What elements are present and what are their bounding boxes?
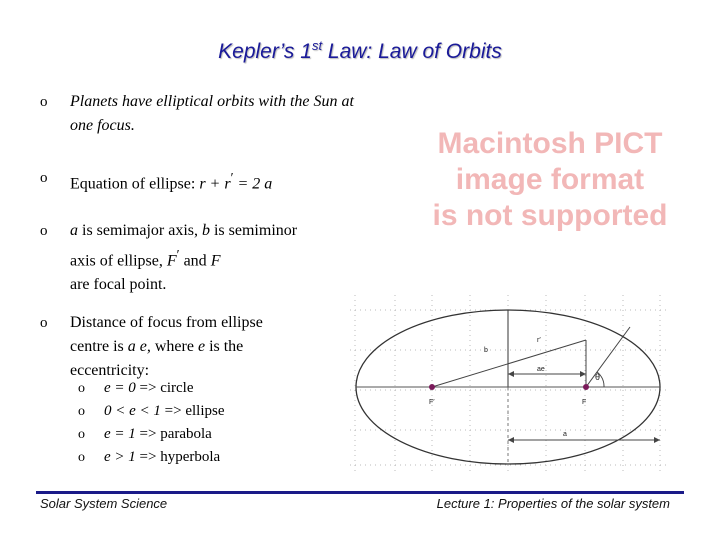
diagram-grid [350,295,670,475]
label-a: a [563,431,567,438]
label-theta: θ [595,372,601,382]
bullet-marker: o [40,94,48,110]
bullet-marker: o [40,223,48,239]
bullet-1-line-1: Planets have elliptical orbits with the Sun at [70,93,354,110]
label-r-prime: r′ [537,337,541,344]
label-f: F [582,399,587,406]
bullet-marker: o [40,315,48,331]
r-prime-line [432,340,586,387]
ellipse-orbit-diagram [345,290,675,480]
footer-lecture: Lecture 1: Properties of the solar system [436,496,670,511]
r-extension-line [586,327,630,387]
pict-unsupported-notice: Macintosh PICT image format is not supported [432,127,668,232]
footer-course: Solar System Science [40,496,168,511]
focus-f-dot [583,384,589,390]
bullet-marker: o [40,170,48,186]
footer-rule [36,491,684,494]
focus-f-prime-dot [429,384,435,390]
slide-title: Kepler’s 1st Law: Law of Orbits [218,38,502,63]
label-b: b [484,347,488,354]
label-ae: ae [537,366,545,373]
bullet-1-line-2: one focus. [70,117,135,134]
label-f-prime: F′ [429,399,435,406]
ellipse-equation: Equation of ellipse: r + r′ = 2 a [70,170,273,193]
